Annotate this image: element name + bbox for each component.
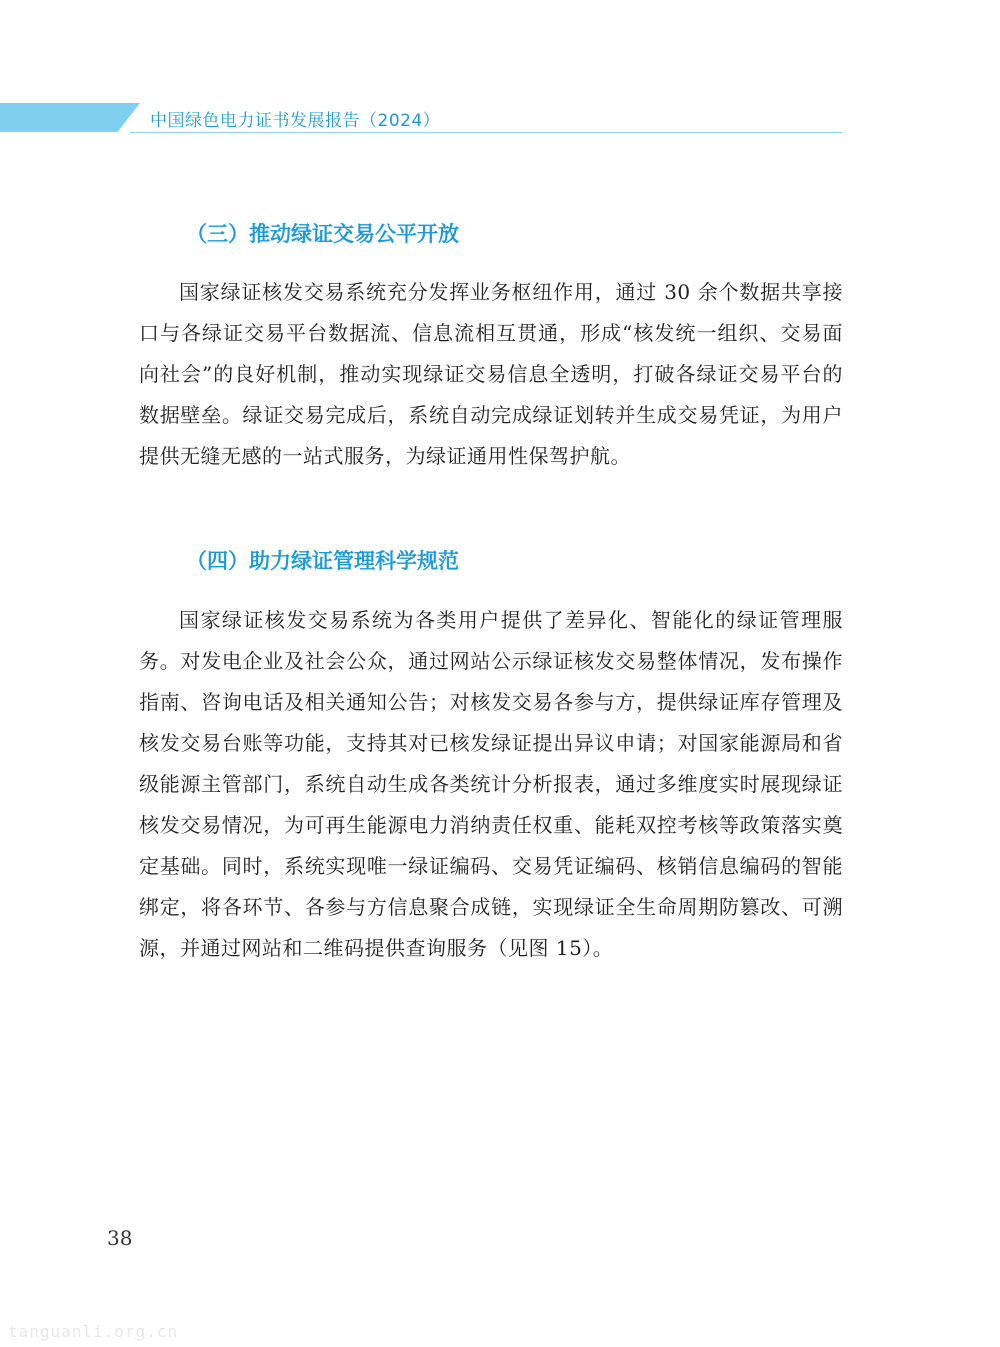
section-4-paragraph: 国家绿证核发交易系统为各类用户提供了差异化、智能化的绿证管理服务。对发电企业及社会公众，通过网站公示绿证核发交易整体情况，发布操作指南、咨询电话及相关通知公告；对核发交易各参与方，提供绿证库存管理及核发交易台账等功能，支持其对已核发绿证提出异议申请；对国家能源局和省级能源主管部门，系统自动生成各类统计分析报表，通过多维度实时展现绿证核发交易情况，为可再生能源电力消纳责任权重、能耗双控考核等政策落实奠定基础。同时，系统实现唯一绿证编码、交易凭证编码、核销信息编码的智能绑定，将各环节、各参与方信息聚合成链，实现绿证全生命周期防篡改、可溯源，并通过网站和二维码提供查询服务（见图 15）。 [139,608,843,960]
section-heading-4: （四）助力绿证管理科学规范 [186,549,459,573]
running-header-title: 中国绿色电力证书发展报告（2024） [150,111,441,131]
header-accent-band [0,103,140,132]
section-3-paragraph: 国家绿证核发交易系统充分发挥业务枢纽作用，通过 30 余个数据共享接口与各绿证交易平台数据流、信息流相互贯通，形成“核发统一组织、交易面向社会”的良好机制，推动实现绿证交易信息全透明，打破各绿证交易平台的数据壁垒。绿证交易完成后，系统自动完成绿证划转并生成交易凭证，为用户提供无缝无感的一站式服务，为绿证通用性保驾护航。 [139,280,843,468]
section-heading-3: （三）推动绿证交易公平开放 [186,222,459,246]
header-rule [130,132,842,133]
page-number: 38 [107,1226,133,1250]
watermark-text: tanguanli.org.cn [8,1322,179,1341]
